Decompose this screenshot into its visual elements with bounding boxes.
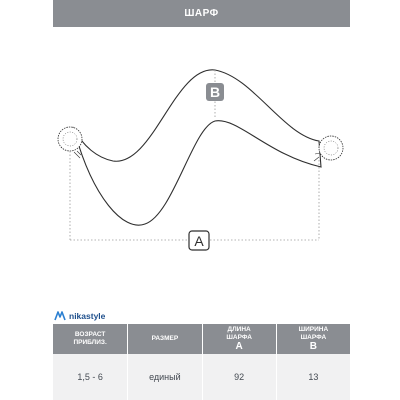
- table-cell-length: 92: [202, 354, 276, 400]
- table-header-age: ВОЗРАСТ ПРИБЛИЗ.: [53, 324, 127, 354]
- label-a-box: [189, 231, 209, 250]
- table-cell-size: единый: [127, 354, 201, 400]
- size-table: [53, 324, 350, 400]
- page-title: ШАРФ: [184, 8, 219, 19]
- table-cell-age: 1,5 - 6: [53, 354, 127, 400]
- table-header-width: ШИРИНА ШАРФА B: [276, 324, 350, 354]
- nikastyle-logo-icon: [54, 310, 66, 322]
- brand-name: nikastyle: [69, 311, 106, 321]
- table-header-size: РАЗМЕР: [127, 324, 201, 354]
- page-header: [53, 0, 350, 27]
- brand-logo: [54, 309, 105, 323]
- table-header-length: ДЛИНА ШАРФА A: [202, 324, 276, 354]
- table-cell-width: 13: [276, 354, 350, 400]
- label-b: B: [209, 84, 221, 100]
- label-a: A: [194, 233, 204, 249]
- scarf-diagram: [53, 27, 350, 300]
- label-b-box: [206, 83, 224, 101]
- left-pompom: [58, 127, 82, 158]
- scarf-outline: [73, 70, 321, 225]
